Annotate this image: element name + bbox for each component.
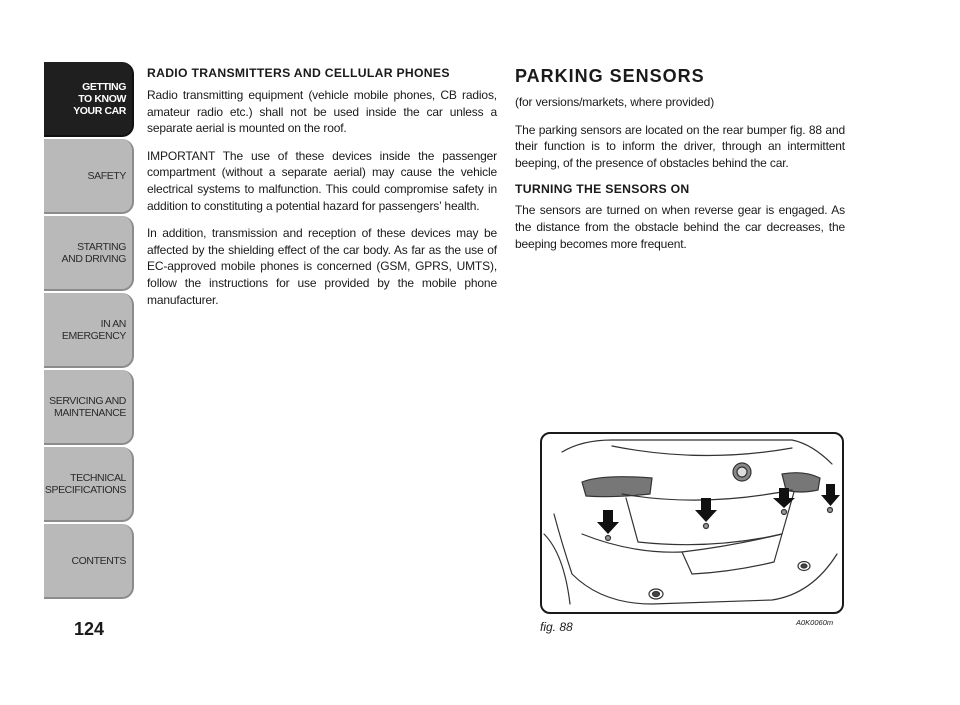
paragraph: The parking sensors are located on the rear bumper fig. 88 and their function is to inform the driver, through an intermittent beeping, of the presence of obstacles behind the car. bbox=[515, 122, 845, 170]
tab-getting-to-know-your-car[interactable]: GETTING TO KNOW YOUR CAR bbox=[44, 62, 134, 137]
page-title: PARKING SENSORS bbox=[515, 66, 705, 86]
paragraph: The sensors are turned on when reverse gear is engaged. As the distance from the obstacle behind the car decreases, the beeping becomes more frequent. bbox=[515, 203, 845, 251]
tab-technical-specifications[interactable]: TECHNICAL SPECIFICATIONS bbox=[44, 447, 134, 522]
radio-transmitters-section bbox=[147, 66, 497, 319]
tab-starting-and-driving[interactable]: STARTING AND DRIVING bbox=[44, 216, 134, 291]
paragraph: Radio transmitting equipment (vehicle mobile phones, CB radios, amateur radio etc.) shall not be used inside the car unless a separate aerial is mounted on the roof. bbox=[147, 88, 497, 136]
sensor-arrow bbox=[821, 484, 840, 506]
tab-in-an-emergency[interactable]: IN AN EMERGENCY bbox=[44, 293, 134, 368]
page-number: 124 bbox=[73, 619, 105, 639]
section-heading: TURNING THE SENSORS ON bbox=[515, 182, 690, 197]
tab-contents[interactable]: CONTENTS bbox=[44, 524, 134, 599]
figure-caption: fig. 88 bbox=[540, 620, 573, 634]
paragraph: IMPORTANT The use of these devices inside the passenger compartment (without a separate aerial) may cause the vehicle electrical systems to malfunction. This could compromise safety in addition to constituting a potential hazard for passengers’ health. bbox=[147, 148, 497, 213]
sensor-arrow bbox=[695, 498, 717, 522]
sensor-arrow bbox=[597, 510, 619, 534]
car-rear-drawing bbox=[542, 434, 842, 612]
tab-safety[interactable]: SAFETY bbox=[44, 139, 134, 214]
subtitle: (for versions/markets, where provided) bbox=[515, 95, 715, 109]
section-heading: RADIO TRANSMITTERS AND CELLULAR PHONES bbox=[147, 66, 450, 80]
paragraph: In addition, transmission and reception of these devices may be affected by the shielding effect of the car body. As far as the use of EC-approved mobile phones is concerned (GSM, GPRS, UMTS), follow the instructions for use provided by the mobile phone manufacturer. bbox=[147, 226, 497, 307]
tab-servicing-and-maintenance[interactable]: SERVICING AND MAINTENANCE bbox=[44, 370, 134, 445]
parking-sensors-illustration bbox=[540, 432, 844, 614]
parking-sensors-section bbox=[515, 66, 845, 263]
figure-code: A0K0060m bbox=[796, 618, 834, 627]
